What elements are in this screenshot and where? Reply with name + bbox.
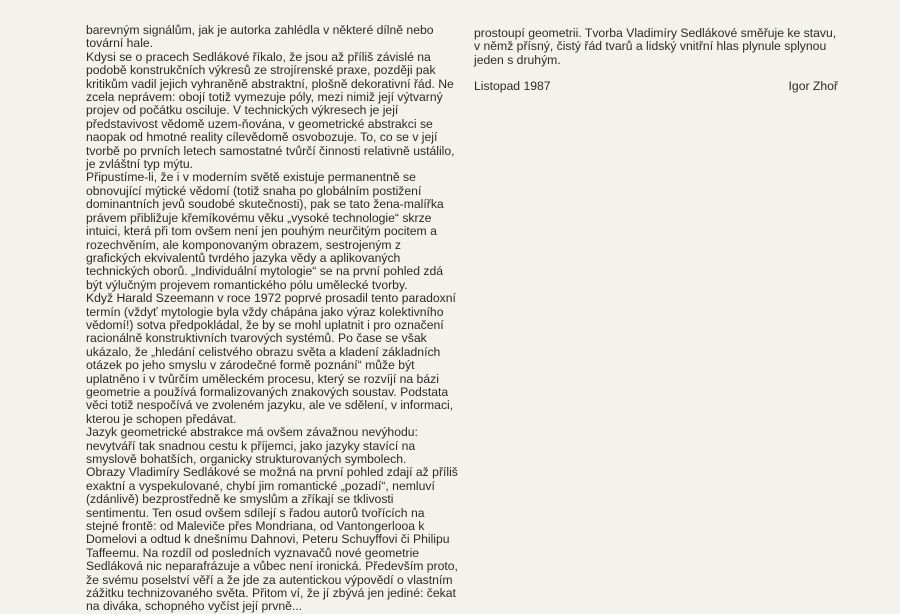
paragraph: Jazyk geometrické abstrakce má ovšem závažnou nevýhodu: nevytváří tak snadnou cestu k příjemci, jako jazyky stavící na smyslově bohatších, organicky strukturovaných symbolech.: [86, 425, 418, 466]
paragraph: Obrazy Vladimíry Sedlákové se možná na první pohled zdají až příliš exaktní a vyspekulované, chybí jim romantické „pozadí“, nemluví (zdánlivě) bezprostředně ke smyslům a zříkají se tklivosti sentimentu. Ten osud ovšem sdílejí s řadou autorů tvořících na stejné frontě: od Maleviče přes Mondriana, od Vantongerlooa k Domelovi a odtud k dnešnímu Dahnovi, Peteru Schuyffovi či Philipu Taffeemu. Na rozdíl od posledních vyznavačů nové geometrie Sedláková nic neparafrázuje a vůbec není ironická. Především proto, že svému poselství věří a že jde za autentickou výpovědí o vlastním zážitku technizovaného světa. Přitom ví, že jí zbývá jen jediné: čekat na diváka, schopného vyčíst její prvně...: [86, 465, 458, 614]
right-text-column: [474, 27, 844, 67]
signature-date: Listopad 1987: [474, 79, 551, 93]
paragraph: Připustíme-li, že i v moderním světě existuje permanentně se obnovující mýtické vědomí (totiž snaha po globálním postižení dominantních jevů soudobé skutečnosti), pak se tato žena-malířka právem přibližuje křemíkovému věku „vysoké technologie“ skrze intuici, která při tom ovšem není jen pouhým neurčitým pocitem a rozechvěním, ale komponovaným obrazem, sestrojeným z grafických ekvivalentů tvrdého jazyka vědy a aplikovaných technických oborů. „Individuální mytologie“ se na první pohled zdá být výlučným projevem romantického pólu umělecké tvorby.: [86, 170, 444, 292]
left-text-column: [86, 24, 458, 614]
paragraph: Kdysi se o pracech Sedlákové říkalo, že jsou až příliš závislé na podobě konstrukčních výkresů ze strojírenské praxe, později pak kritikům vadil jejich vyhraněně abstraktní, plošně dekorativní řád. Ne zcela neprávem: obojí totiž vymezuje póly, mezi nimiž její výtvarný projev od počátku osciluje. V technických výkresech je její představivost vědomě uzem-ňována, v geometrické abstrakci se naopak od hmotné reality cílevědomě osvobozuje. To, co se v její tvorbě po prvních letech samostatné tvůrčí činnosti relativně ustálilo, je zvláštní typ mýtu.: [86, 49, 455, 172]
paragraph: Když Harald Szeemann v roce 1972 poprvé prosadil tento paradoxní termín (vždyť mytologie byla vždy chápána jako výraz kolektivního vědomí!) sotva předpokládal, že by se mohl uplatnit i pro označení racionálně konstruktivních tvarových systémů. Po čase se však ukázalo, že „hledání celistvého obrazu světa a kladení základních otázek po jeho smyslu v zárodečné formě poznání“ může být uplatněno i v tvůrčím uměleckém procesu, který se rozvíjí na bázi geometrie a používá formalizovaných znakových soustav. Podstata věci totiž nespočívá ve zvoleném jazyku, ale ve sdělení, v informaci, kterou je schopen předávat.: [86, 291, 456, 426]
paragraph: barevným signálům, jak je autorka zahlédla v některé dílně nebo tovární hale.: [86, 23, 434, 51]
signature-line: [474, 79, 838, 93]
paragraph: prostoupí geometrii. Tvorba Vladimíry Sedlákové směřuje ke stavu, v němž přísný, čistý řád tvarů a lidský vnitřní hlas plynule splynou jeden s druhým.: [474, 26, 837, 67]
signature-author: Igor Zhoř: [788, 79, 838, 93]
